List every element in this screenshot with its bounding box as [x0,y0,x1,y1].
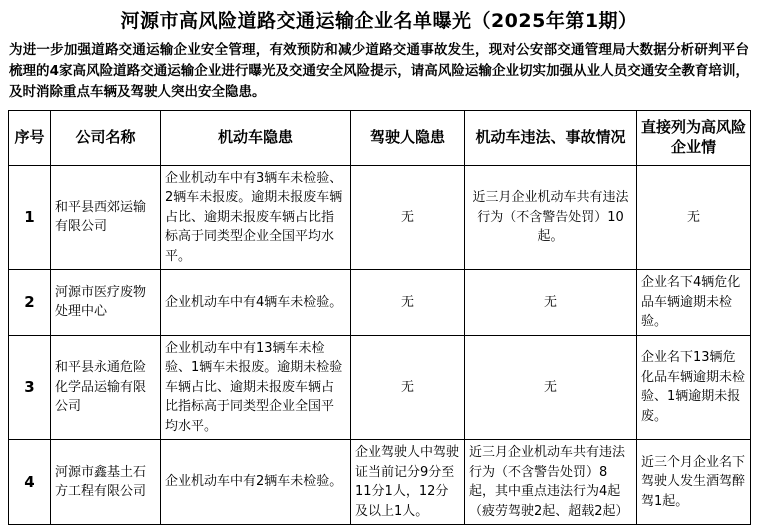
row-direct-high-risk: 企业名下4辆危化品车辆逾期未检验。 [637,270,751,336]
row-violation: 无 [465,270,637,336]
row-index: 1 [9,165,51,270]
column-header-driver-hazard: 驾驶人隐患 [351,110,465,165]
row-vehicle-hazard: 企业机动车中有13辆车未检验、1辆车未报废。逾期未检验车辆占比、逾期未报废车辆占比指标高于同类型企业全国平均水平。 [161,335,351,440]
row-direct-high-risk: 企业名下13辆危化品车辆逾期未检验、1辆逾期未报废。 [637,335,751,440]
column-header-violation: 机动车违法、事故情况 [465,110,637,165]
row-driver-hazard: 无 [351,165,465,270]
row-vehicle-hazard: 企业机动车中有3辆车未检验、2辆车未报废。逾期未报废车辆占比、逾期未报废车辆占比指标高于同类型企业全国平均水平。 [161,165,351,270]
row-driver-hazard: 企业驾驶人中驾驶证当前记分9分至11分1人，12分及以上1人。 [351,440,465,525]
row-violation: 无 [465,335,637,440]
row-violation: 近三月企业机动车共有违法行为（不含警告处罚）8起，其中重点违法行为4起（疲劳驾驶2起、超载2起） [465,440,637,525]
row-vehicle-hazard: 企业机动车中有4辆车未检验。 [161,270,351,336]
row-vehicle-hazard: 企业机动车中有2辆车未检验。 [161,440,351,525]
column-header-index: 序号 [9,110,51,165]
row-driver-hazard: 无 [351,270,465,336]
table-row [9,270,751,336]
row-driver-hazard: 无 [351,335,465,440]
row-company: 和平县西郊运输有限公司 [51,165,161,270]
intro-paragraph: 为进一步加强道路交通运输企业安全管理，有效预防和减少道路交通事故发生，现对公安部交通管理局大数据分析研判平台梳理的4家高风险道路交通运输企业进行曝光及交通安全风险提示，请高风险运输企业切实加强从业人员交通安全教育培训，及时消除重点车辆及驾驶人突出安全隐患。 [9,41,749,100]
row-index: 2 [9,270,51,336]
row-company: 河源市鑫基土石方工程有限公司 [51,440,161,525]
row-direct-high-risk: 无 [637,165,751,270]
table-row [9,440,751,525]
high-risk-enterprise-table [8,110,751,525]
row-index: 3 [9,335,51,440]
row-direct-high-risk: 近三个月企业名下驾驶人发生酒驾醉驾1起。 [637,440,751,525]
row-violation: 近三月企业机动车共有违法行为（不含警告处罚）10起。 [465,165,637,270]
row-index: 4 [9,440,51,525]
table-row [9,165,751,270]
row-company: 和平县永通危险化学品运输有限公司 [51,335,161,440]
column-header-vehicle-hazard: 机动车隐患 [161,110,351,165]
column-header-direct-high-risk: 直接列为高风险企业情 [637,110,751,165]
table-header-row [9,110,751,165]
row-company: 河源市医疗废物处理中心 [51,270,161,336]
page-title: 河源市高风险道路交通运输企业名单曝光（2025年第1期） [120,10,638,32]
column-header-company: 公司名称 [51,110,161,165]
table-row [9,335,751,440]
